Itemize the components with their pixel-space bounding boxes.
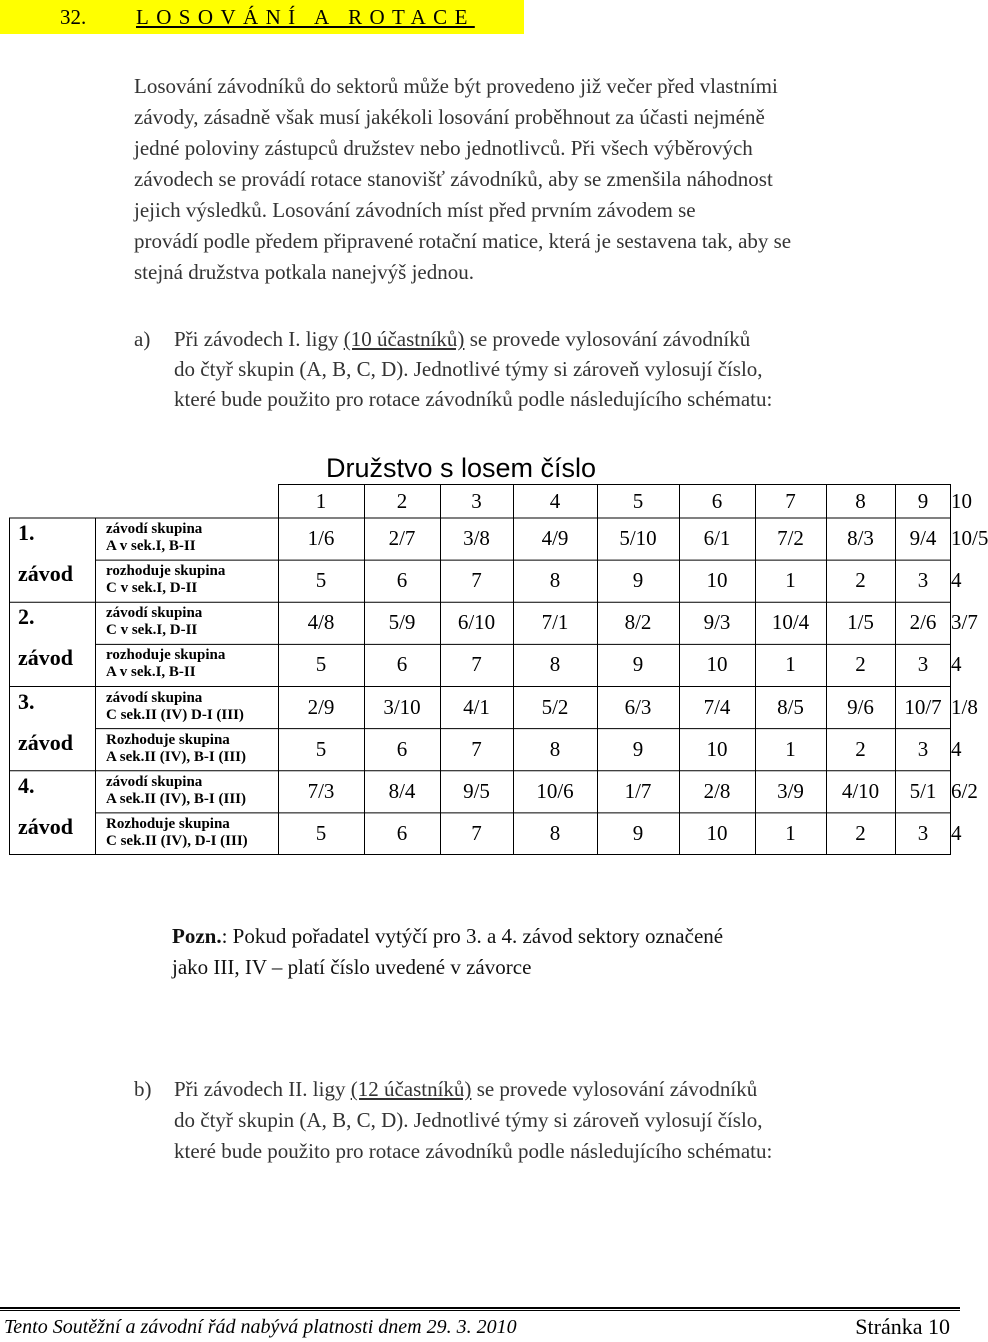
section-title: LOSOVÁNÍ A ROTACE <box>136 5 475 29</box>
table-cell: 2/6 <box>909 610 937 635</box>
column-header: 10 <box>951 489 972 513</box>
row-role-line-2: A sek.II (IV), B-I (III) <box>106 790 247 807</box>
table-cell: 10/6 <box>536 778 574 803</box>
table-cell: 2 <box>855 652 866 677</box>
table-cell: 10/7 <box>904 694 942 719</box>
table-cell: 10/4 <box>771 610 810 635</box>
table-cell: 6/2 <box>951 778 978 803</box>
table-cell: 7 <box>471 652 482 677</box>
table-cell: 2/7 <box>388 526 416 550</box>
table-cell: 6 <box>396 568 408 593</box>
row-role-label <box>106 774 246 808</box>
column-header: 8 <box>855 489 866 513</box>
column-header: 2 <box>396 489 408 513</box>
column-header: 3 <box>471 489 482 513</box>
footer-rule-thin <box>0 1310 960 1311</box>
intro-line: stejná družstva potkala nanejvýš jednou. <box>134 260 474 284</box>
row-role-label <box>106 816 248 850</box>
footer-rule <box>0 1307 960 1309</box>
table-cell: 2 <box>855 736 866 761</box>
table-cell: 7/3 <box>307 778 335 803</box>
row-role-line-1: závodí skupina <box>106 689 203 706</box>
intro-line: jejich výsledků. Losování závodních míst před prvním závodem se <box>134 198 696 222</box>
table-cell: 9 <box>632 652 644 677</box>
table-cell: 6/3 <box>624 694 652 719</box>
table-cell: 4/1 <box>463 694 490 719</box>
table-cell: 5 <box>315 652 327 677</box>
item-b-marker: b) <box>134 1077 152 1101</box>
column-header: 9 <box>917 489 929 513</box>
race-number: 2. <box>18 604 35 630</box>
table-cell: 6 <box>396 736 408 761</box>
table-cell: 5 <box>315 820 327 845</box>
table-cell: 9 <box>632 820 644 845</box>
table-cell: 2 <box>855 820 866 845</box>
column-header: 1 <box>315 489 327 513</box>
row-role-line-2: A v sek.I, B-II <box>106 664 196 681</box>
race-number: 4. <box>18 772 35 798</box>
table-cell: 8 <box>549 652 561 677</box>
table-cell: 6 <box>396 652 408 677</box>
table-cell: 10 <box>706 568 728 593</box>
table-cell: 4 <box>951 820 962 845</box>
page-number: Stránka 10 <box>855 1314 950 1339</box>
table-cell: 3/10 <box>383 694 421 719</box>
table-cell: 10/5 <box>951 526 988 550</box>
row-role-line-2: A sek.II (IV), B-I (III) <box>106 748 247 765</box>
table-cell: 3/7 <box>951 610 978 635</box>
table-cell: 8/4 <box>388 778 416 803</box>
note-line-2: jako III, IV – platí číslo uvedené v závorce <box>172 955 532 979</box>
table-cell: 4/9 <box>541 526 569 550</box>
rotation-table <box>0 484 988 855</box>
table-cell: 1 <box>785 736 796 761</box>
intro-line: Losování závodníků do sektorů může být provedeno již večer před vlastními <box>134 74 778 98</box>
table-cell: 9/4 <box>909 526 937 550</box>
note-line-1: Pozn.: Pokud pořadatel vytýčí pro 3. a 4. závod sektory označené <box>172 924 724 948</box>
row-role-label <box>106 521 202 555</box>
table-cell: 8 <box>549 820 561 845</box>
table-cell: 5/9 <box>388 610 416 635</box>
row-role-line-1: rozhoduje skupina <box>106 647 226 664</box>
table-cell: 2 <box>855 568 866 593</box>
column-header: 4 <box>549 489 561 513</box>
table-cell: 6/10 <box>457 610 496 635</box>
item-a-line-3: které bude použito pro rotace závodníků podle následujícího schématu: <box>174 387 773 411</box>
row-role-label <box>106 690 244 724</box>
row-role-line-2: C sek.II (IV) D-I (III) <box>106 706 244 723</box>
table-cell: 5 <box>315 736 327 761</box>
section-number: 32. <box>60 5 87 29</box>
table-cell: 1/8 <box>951 694 978 719</box>
table-cell: 8/2 <box>624 610 652 635</box>
table-cell: 9 <box>632 736 644 761</box>
race-word: závod <box>18 729 73 755</box>
table-cell: 6 <box>396 820 408 845</box>
table-cell: 2/8 <box>703 778 731 803</box>
column-header: 7 <box>785 489 796 513</box>
table-cell: 9/5 <box>463 778 490 803</box>
footer-validity-text: Tento Soutěžní a závodní řád nabývá platnosti dnem 29. 3. 2010 <box>4 1316 517 1338</box>
row-role-line-1: závodí skupina <box>106 521 203 537</box>
table-cell: 5 <box>315 568 327 593</box>
table-cell: 3/8 <box>463 526 490 550</box>
table-cell: 3/9 <box>777 778 804 803</box>
table-cell: 5/1 <box>909 778 937 803</box>
table-cell: 4/8 <box>307 610 335 635</box>
row-role-line-1: Rozhoduje skupina <box>106 731 230 748</box>
table-cell: 7 <box>471 568 482 593</box>
item-a-marker: a) <box>134 327 151 351</box>
table-cell: 7/4 <box>703 694 731 719</box>
table-cell: 1 <box>785 820 796 845</box>
row-role-label <box>106 732 246 766</box>
table-cell: 8 <box>549 736 561 761</box>
table-cell: 7/2 <box>777 526 804 550</box>
intro-line: provádí podle předem připravené rotační matice, která je sestavena tak, aby se <box>134 229 792 253</box>
table-cell: 5/2 <box>541 694 569 719</box>
item-b-line-1: Při závodech II. ligy (12 účastníků) se provede vylosování závodníků <box>174 1077 758 1101</box>
intro-line: jedné poloviny zástupců družstev nebo jednotlivců. Při všech výběrových <box>134 136 753 160</box>
table-cell: 8/5 <box>777 694 804 719</box>
row-role-line-1: Rozhoduje skupina <box>106 815 230 832</box>
table-cell: 3 <box>917 568 929 593</box>
table-cell: 1/7 <box>624 778 652 803</box>
table-cell: 2/9 <box>307 694 335 719</box>
table-cell: 3 <box>917 820 929 845</box>
table-cell: 7/1 <box>541 610 569 635</box>
table-cell: 4 <box>951 736 962 761</box>
row-role-line-1: závodí skupina <box>106 773 203 790</box>
intro-line: závody, zásadně však musí jakékoli losování proběhnout za účasti nejméně <box>134 105 765 129</box>
table-cell: 7 <box>471 820 482 845</box>
table-cell: 4 <box>951 652 962 677</box>
race-word: závod <box>18 645 73 671</box>
table-cell: 1/6 <box>307 526 335 550</box>
row-role-label <box>106 563 225 597</box>
table-cell: 10 <box>706 736 728 761</box>
table-cell: 10 <box>706 820 728 845</box>
table-cell: 4 <box>951 568 962 593</box>
table-title: Družstvo s losem číslo <box>326 453 597 483</box>
column-header: 6 <box>711 489 723 513</box>
row-role-label <box>106 647 225 681</box>
table-cell: 9 <box>632 568 644 593</box>
table-cell: 3 <box>917 652 929 677</box>
intro-line: závodech se provádí rotace stanovišť závodníků, aby se zmenšila náhodnost <box>134 167 773 191</box>
race-number: 3. <box>18 688 35 714</box>
row-role-line-1: rozhoduje skupina <box>106 563 226 580</box>
row-role-label <box>106 605 202 639</box>
table-cell: 1 <box>785 568 796 593</box>
table-cell: 8/3 <box>847 526 874 550</box>
table-cell: 3 <box>917 736 929 761</box>
table-cell: 8 <box>549 568 561 593</box>
table-cell: 1 <box>785 652 796 677</box>
column-header: 5 <box>632 489 644 513</box>
row-role-line-2: C v sek.I, D-II <box>106 622 198 639</box>
table-cell: 1/5 <box>847 610 874 635</box>
row-role-line-2: C sek.II (IV), D-I (III) <box>106 832 248 849</box>
table-cell: 9/3 <box>703 610 731 635</box>
row-role-line-2: A v sek.I, B-II <box>106 538 196 554</box>
item-a-line-2: do čtyř skupin (A, B, C, D). Jednotlivé týmy si zároveň vylosují číslo, <box>174 357 763 381</box>
row-role-line-2: C v sek.I, D-II <box>106 580 198 597</box>
table-cell: 9/6 <box>847 694 874 719</box>
table-cell: 6/1 <box>703 526 731 550</box>
row-role-line-1: závodí skupina <box>106 605 203 622</box>
race-word: závod <box>18 813 73 839</box>
item-b-line-3: které bude použito pro rotace závodníků podle následujícího schématu: <box>174 1139 773 1163</box>
race-number: 1. <box>18 520 35 545</box>
item-a-line-1: Při závodech I. ligy (10 účastníků) se provede vylosování závodníků <box>174 327 751 351</box>
table-cell: 5/10 <box>619 526 657 550</box>
race-word: závod <box>18 561 73 587</box>
table-cell: 4/10 <box>841 778 880 803</box>
item-b-line-2: do čtyř skupin (A, B, C, D). Jednotlivé týmy si zároveň vylosují číslo, <box>174 1108 763 1132</box>
table-cell: 7 <box>471 736 482 761</box>
table-cell: 10 <box>706 652 728 677</box>
